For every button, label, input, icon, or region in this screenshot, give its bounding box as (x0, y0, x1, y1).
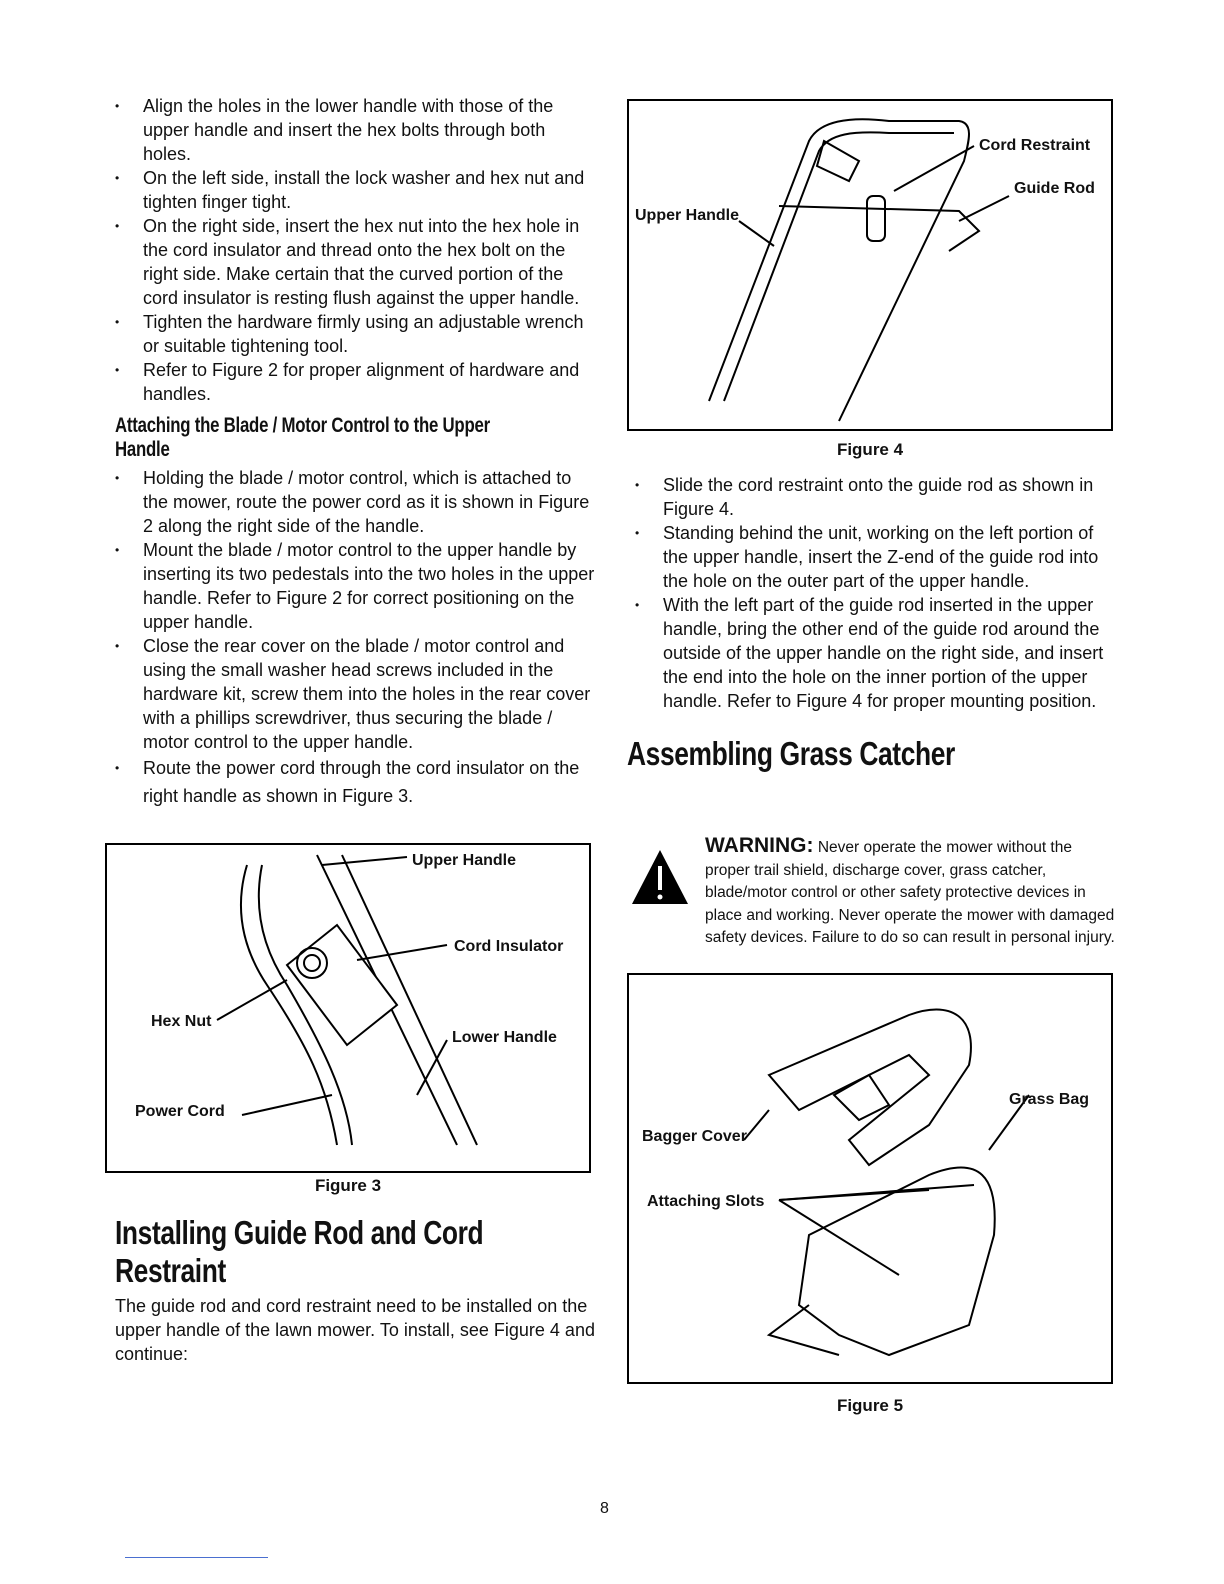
figure-4-caption: Figure 4 (836, 440, 904, 459)
list-item: • On the left side, install the lock washer and hex nut and tighten finger tight. (115, 166, 595, 214)
figure-3 (105, 843, 591, 1173)
guide-rod-paragraph: The guide rod and cord restraint need to be installed on the upper handle of the lawn mower. To install, see Figure 4 and continue: (115, 1296, 595, 1364)
section-heading-blade: Attaching the Blade / Motor Control to the Upper Handle (115, 414, 490, 461)
page-number: 8 (600, 1500, 609, 1517)
label-lower-handle: Lower Handle (452, 1029, 557, 1046)
figure-3-drawing (107, 845, 593, 1175)
label-cord-insulator: Cord Insulator (454, 938, 564, 955)
guide-rod-section (115, 1214, 595, 1366)
label-power-cord: Power Cord (135, 1103, 225, 1120)
list-item: • With the left part of the guide rod inserted in the upper handle, bring the other end of the guide rod around the outside of the upper handle on the right side, and insert the end into the hole on the inner portion of the upper handle. Refer to Figure 4 for proper mounting position. (635, 593, 1115, 713)
list-item: • Slide the cord restraint onto the guide rod as shown in Figure 4. (635, 473, 1115, 521)
warning-icon (630, 848, 690, 906)
label-attaching-slots: Attaching Slots (647, 1193, 765, 1210)
figure-5-drawing (629, 975, 1115, 1386)
warning-label: WARNING: (705, 834, 814, 857)
list-item: • Route the power cord through the cord insulator on the right handle as shown in Figure 3. (115, 754, 595, 810)
list-item: • On the right side, insert the hex nut into the hex hole in the cord insulator and thread onto the hex bolt on the right side. Make certain that the curved portion of the cord insulator is resting flush against the upper handle. (115, 214, 595, 310)
footer-rule (125, 1557, 268, 1558)
label-hex-nut: Hex Nut (151, 1013, 212, 1030)
label-bagger-cover: Bagger Cover (642, 1128, 747, 1145)
figure-3-caption: Figure 3 (314, 1176, 382, 1195)
blade-steps-list (115, 466, 595, 810)
section-heading-grass-catcher: Assembling Grass Catcher (627, 735, 955, 772)
list-item: • Mount the blade / motor control to the upper handle by inserting its two pedestals into the two holes in the upper handle. Refer to Figure 2 for correct positioning on the upper handle. (115, 538, 595, 634)
figure-5-caption: Figure 5 (836, 1396, 904, 1415)
warning-text: Never operate the mower without the proper trail shield, discharge cover, grass catcher, blade/motor control or other safety protective devices in place and working. Never operate the mower with damaged safety devices. Failure to do so can result in personal injury. (705, 839, 1115, 946)
warning-block (705, 835, 1115, 950)
list-item: • Tighten the hardware firmly using an adjustable wrench or suitable tightening tool. (115, 310, 595, 358)
list-item: • Standing behind the unit, working on the left portion of the upper handle, insert the Z-end of the guide rod into the hole on the outer part of the upper handle. (635, 521, 1115, 593)
left-column (115, 94, 595, 810)
label-upper-handle: Upper Handle (635, 207, 740, 224)
label-upper-handle: Upper Handle (412, 852, 517, 869)
figure-4 (627, 99, 1113, 431)
section-heading-guide-rod: Installing Guide Rod and Cord Restraint (115, 1214, 484, 1289)
right-column (627, 473, 1115, 773)
handle-steps-list (115, 94, 595, 406)
figure-5 (627, 973, 1113, 1384)
guide-rod-steps-list (635, 473, 1115, 713)
list-item: • Align the holes in the lower handle with those of the upper handle and insert the hex bolts through both holes. (115, 94, 595, 166)
list-item: • Holding the blade / motor control, which is attached to the mower, route the power cord as it is shown in Figure 2 along the right side of the handle. (115, 466, 595, 538)
label-grass-bag: Grass Bag (1009, 1091, 1090, 1108)
list-item: • Refer to Figure 2 for proper alignment of hardware and handles. (115, 358, 595, 406)
label-cord-restraint: Cord Restraint (979, 137, 1091, 154)
list-item: • Close the rear cover on the blade / motor control and using the small washer head screws included in the hardware kit, screw them into the holes in the rear cover with a phillips screwdriver, thus securing the blade / motor control to the upper handle. (115, 634, 595, 754)
label-guide-rod: Guide Rod (1014, 180, 1095, 197)
